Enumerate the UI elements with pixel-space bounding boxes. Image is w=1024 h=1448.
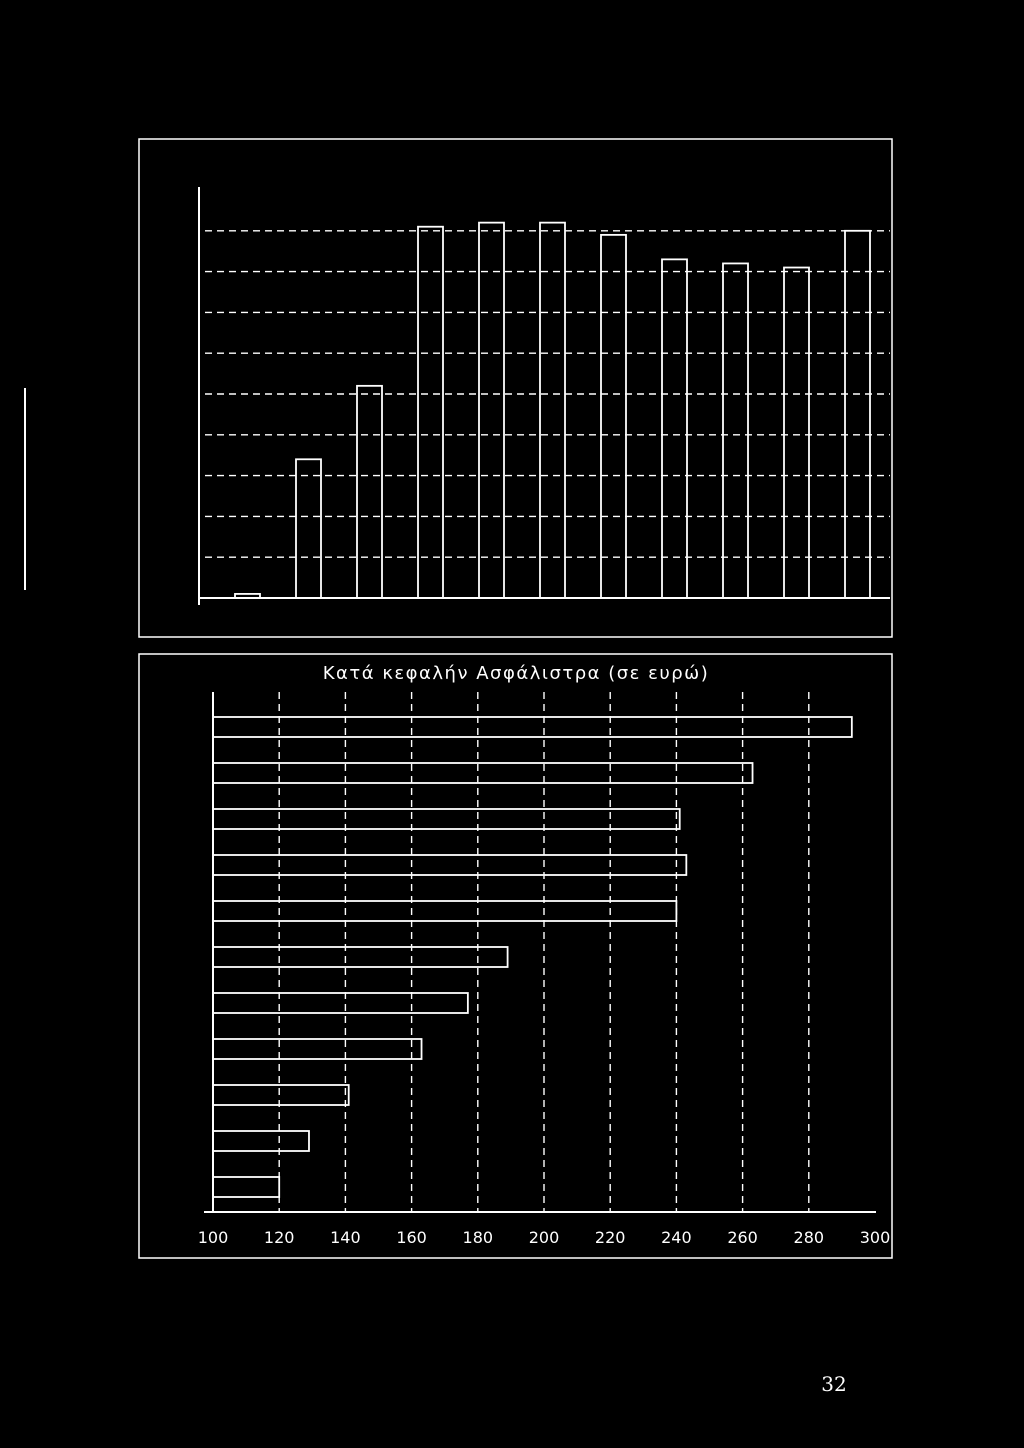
chart1-bars xyxy=(235,223,870,598)
chart2-x-tick-label: 300 xyxy=(859,1228,891,1247)
chart2-title: Κατά κεφαλήν Ασφάλιστρα (σε ευρώ) xyxy=(322,663,710,684)
chart2-bar xyxy=(213,855,686,875)
chart1-bar xyxy=(418,227,443,598)
chart1-bar xyxy=(235,594,260,598)
chart1-bar xyxy=(845,231,870,598)
horizontal-bar-chart xyxy=(139,654,892,1258)
chart2-x-tick-label: 140 xyxy=(330,1228,361,1247)
chart2-bar xyxy=(213,947,508,967)
chart1-bar xyxy=(540,223,565,598)
chart1-bar xyxy=(723,263,748,598)
chart2-x-tick-label: 120 xyxy=(263,1228,295,1247)
chart1-bar xyxy=(784,268,809,598)
page-number: 32 xyxy=(821,1372,847,1396)
chart2-bar xyxy=(213,1177,279,1197)
chart2-bar xyxy=(213,1085,349,1105)
chart2-bar xyxy=(213,763,753,783)
chart1-bar xyxy=(357,386,382,598)
chart2-bar xyxy=(213,1039,422,1059)
chart2-x-tick-label: 180 xyxy=(462,1228,494,1247)
chart1-frame xyxy=(139,139,892,637)
chart2-x-tick-label: 260 xyxy=(727,1228,758,1247)
chart2-x-tick-label: 240 xyxy=(661,1228,692,1247)
chart2-x-tick-label: 220 xyxy=(594,1228,626,1247)
chart1-bar xyxy=(601,235,626,598)
chart2-x-tick-label: 200 xyxy=(528,1228,560,1247)
chart2-bar xyxy=(213,1131,309,1151)
chart1-bar xyxy=(662,259,687,598)
chart2-x-tick-label: 160 xyxy=(396,1228,427,1247)
chart2-x-tick-label: 100 xyxy=(197,1228,229,1247)
chart2-x-tick-label: 280 xyxy=(793,1228,825,1247)
chart2-gridlines xyxy=(279,692,809,1212)
chart1-bar xyxy=(479,223,504,598)
chart1-bar xyxy=(296,459,321,598)
chart2-bar xyxy=(213,717,852,737)
chart2-bar xyxy=(213,993,468,1013)
chart1-gridlines xyxy=(199,231,890,598)
chart2-bars xyxy=(213,717,852,1197)
vertical-bar-chart xyxy=(139,139,892,637)
chart2-bar xyxy=(213,901,676,921)
chart2-tick-labels xyxy=(198,1228,891,1247)
chart2-frame xyxy=(139,654,892,1258)
